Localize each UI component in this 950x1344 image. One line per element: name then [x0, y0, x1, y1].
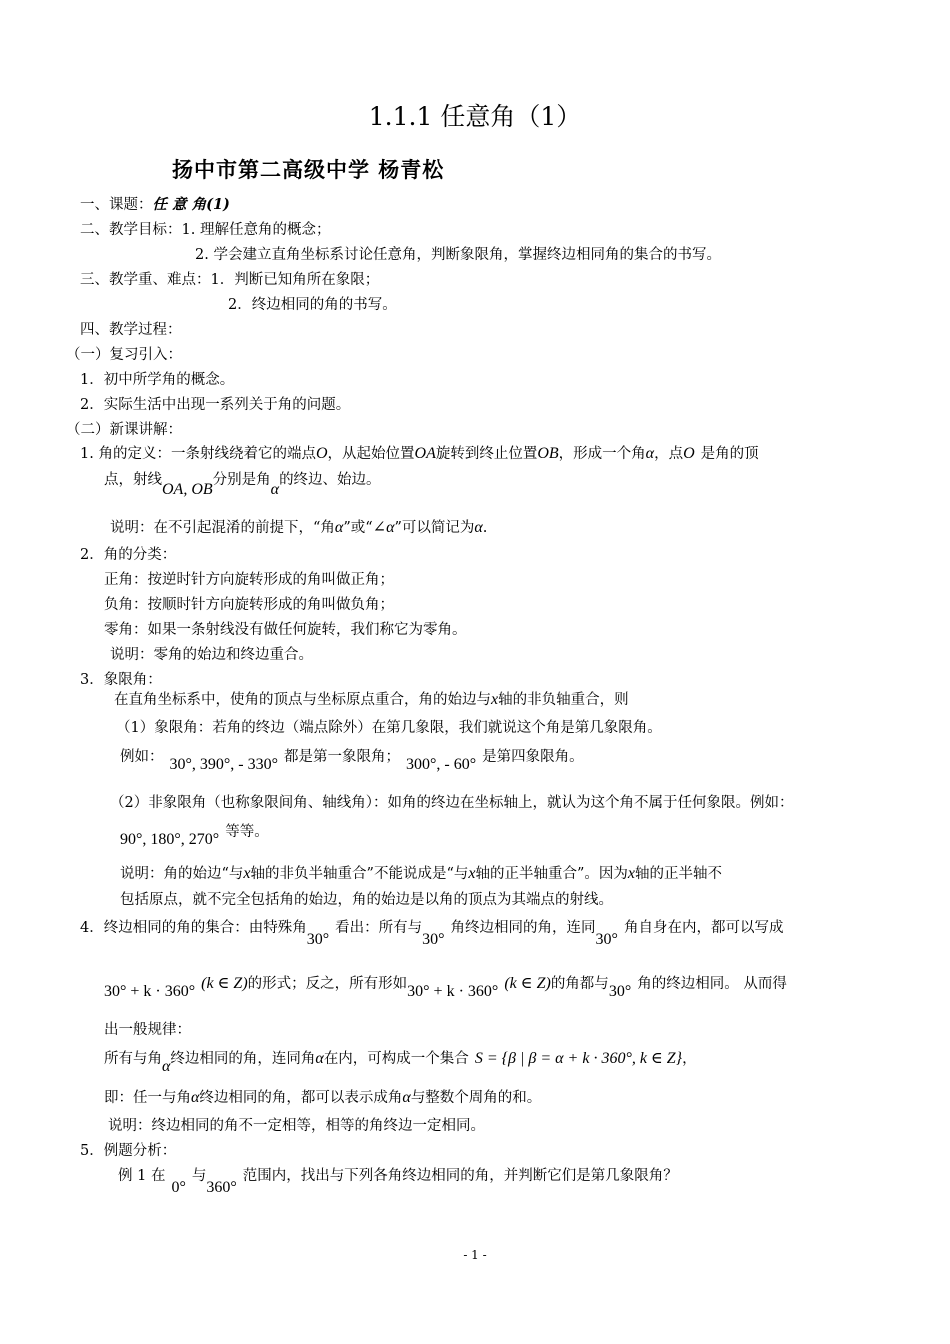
quadrant-eg-label: 例如：: [120, 749, 164, 765]
def-text-a: 1. 角的定义：一条射线绕着它的端点: [80, 446, 316, 462]
coterminal-expr-2: 30° + k · 360°: [407, 983, 499, 1000]
coterminal-text-d: 角自身在内，都可以写成: [623, 920, 784, 936]
def-ray-OB: OB: [537, 445, 559, 462]
coterminal-text-a: 4．终边相同的角的集合：由特殊角: [80, 920, 307, 936]
classify-zero: 零角：如果一条射线没有做任何旋转，我们称它为零角。: [104, 622, 467, 638]
def-text-h: 分别是角: [212, 472, 271, 488]
quadrant-note-b: 轴的非负半轴重合”不能说成是“与: [250, 866, 469, 882]
topic-line: [80, 195, 230, 215]
coterminal-text-e: 的形式；反之，所有形如: [247, 976, 408, 992]
coterminal-text-o: 与整数个周角的和。: [410, 1090, 542, 1106]
note1-text-a: 说明：在不引起混淆的前提下，“角: [110, 520, 335, 536]
coterminal-line-3: 出一般规律：: [104, 1022, 191, 1038]
coterminal-line-5: [104, 1088, 541, 1108]
coterminal-text-i: 所有与角: [104, 1051, 162, 1067]
review-item-2: 2．实际生活中出现一系列关于角的问题。: [80, 397, 351, 413]
coterminal-line-4: [104, 1049, 697, 1075]
coterminal-30-a: 30°: [306, 931, 330, 948]
classify-negative: 负角：按顺时针方向旋转形成的角叫做负角；: [104, 597, 394, 613]
review-item-1: 1．初中所学角的概念。: [80, 372, 235, 388]
def-text-f: 是角的顶: [700, 446, 759, 462]
note1-text-d: .: [482, 520, 488, 536]
def-ray-OA: OA: [414, 445, 436, 462]
def-alpha: α: [645, 445, 655, 462]
coterminal-expr-1: 30° + k · 360°: [104, 983, 196, 1000]
def-text-d: ，形成一个角: [558, 446, 646, 462]
objective-2: 2. 学会建立直角坐标系讨论任意角，判断象限角，掌握终边相同角的集合的书写。: [195, 247, 721, 263]
quadrant-x: x: [491, 691, 499, 708]
process-label: 四、教学过程：: [80, 322, 182, 338]
note1-alpha-2: α: [474, 519, 483, 536]
objectives-line: [80, 220, 330, 240]
classify-label: 2．角的分类：: [80, 547, 177, 563]
topic-label: 一、课题：: [80, 197, 153, 213]
quadrant-note-line-1: [120, 864, 722, 884]
coterminal-text-j: 终边相同的角，连同角: [170, 1051, 316, 1067]
quadrant-eg-text2: 是第四象限角。: [482, 749, 584, 765]
coterminal-text-b: 看出：所有与: [335, 920, 423, 936]
coterminal-30-b: 30°: [422, 931, 445, 948]
coterminal-alpha-1: α: [162, 1058, 171, 1075]
quadrant-note-c: 轴的正半轴重合”。因为: [475, 866, 628, 882]
note-1: [110, 518, 487, 538]
objective-1: 1. 理解任意角的概念；: [181, 222, 331, 238]
definition-line-2: [104, 470, 381, 498]
coterminal-kz-1: (k ∈ Z): [201, 975, 248, 992]
example1-text-b: 与: [191, 1168, 207, 1184]
quadrant-eg-text1: 都是第一象限角；: [284, 749, 401, 765]
quadrant-q1: （1）象限角：若角的终边（端点除外）在第几象限，我们就说这个角是第几象限角。: [116, 720, 662, 736]
note1-alpha: α: [334, 519, 344, 536]
coterminal-alpha-2: α: [315, 1050, 324, 1067]
quadrant-example-2: [120, 822, 269, 848]
quadrant-note-x3: x: [627, 865, 635, 882]
quadrant-note-line-2: 包括原点，就不完全包括角的始边，角的始边是以角的顶点为其端点的射线。: [120, 892, 613, 908]
quadrant-intro: [114, 690, 629, 710]
example1-text-a: 例 1 在: [118, 1168, 166, 1184]
quadrant-eg-math2: 300°, - 60°: [406, 756, 477, 773]
keypoint-2: 2．终边相同的角的书写。: [228, 297, 397, 313]
quadrant-note-x2: x: [468, 865, 476, 882]
def-text-c: 旋转到终止位置: [435, 446, 538, 462]
classify-note: 说明：零角的始边和终边重合。: [110, 647, 313, 663]
coterminal-text-m: 即：任一与角: [104, 1090, 191, 1106]
coterminal-30-d: 30°: [608, 983, 632, 1000]
quadrant-eg2-math: 90°, 180°, 270°: [120, 831, 220, 848]
keypoint-1: 1．判断已知角所在象限；: [210, 272, 380, 288]
coterminal-alpha-4: α: [402, 1089, 411, 1106]
definition-line-1: [80, 444, 759, 464]
coterminal-line-2: [104, 974, 787, 1000]
classify-positive: 正角：按逆时针方向旋转形成的角叫做正角；: [104, 572, 394, 588]
note1-angle: ∠α: [372, 519, 395, 536]
page-number: - 1 -: [463, 1248, 487, 1262]
coterminal-text-l: ，: [682, 1051, 697, 1067]
quadrant-example: [120, 747, 584, 773]
def-text-e: ，点: [654, 446, 684, 462]
coterminal-kz-2: (k ∈ Z): [504, 975, 551, 992]
coterminal-text-n: 终边相同的角，都可以表示成角: [199, 1090, 403, 1106]
coterminal-text-k: 在内，可构成一个集合: [323, 1051, 469, 1067]
coterminal-30-c: 30°: [595, 931, 618, 948]
quadrant-q2: （2）非象限角（也称象限间角、轴线角）：如角的终边在坐标轴上，就认为这个角不属于任何象限。例如：: [110, 795, 794, 811]
quadrant-note-d: 轴的正半轴不: [635, 866, 722, 882]
coterminal-note: 说明：终边相同的角不一定相等，相等的角终边一定相同。: [108, 1118, 485, 1134]
coterminal-text-c: 角终边相同的角，连同: [450, 920, 596, 936]
new-lesson-label: （二）新课讲解：: [66, 422, 182, 438]
keypoints-line: [80, 270, 379, 290]
page-title: 1.1.1 任意角（1）: [368, 102, 582, 131]
def-text-b: ，从起始位置: [327, 446, 415, 462]
coterminal-text-g: 角的终边相同。 从而得: [637, 976, 787, 992]
keypoints-label: 三、教学重、难点：: [80, 272, 211, 288]
coterminal-alpha-3: α: [191, 1089, 200, 1106]
def-rays: OA, OB: [162, 481, 213, 498]
objectives-label: 二、教学目标：: [80, 222, 182, 238]
def-point-O-2: O: [683, 445, 695, 462]
coterminal-text-f: 的角都与: [550, 976, 609, 992]
note1-text-b: ”或“: [343, 520, 373, 536]
example1-text-c: 范围内，找出与下列各角终边相同的角，并判断它们是第几象限角？: [242, 1168, 678, 1184]
quadrant-label: 3．象限角：: [80, 672, 162, 688]
def-text-g: 点，射线: [104, 472, 162, 488]
review-label: （一）复习引入：: [66, 347, 182, 363]
quadrant-eg-math1: 30°, 390°, - 330°: [169, 756, 279, 773]
quadrant-intro-a: 在直角坐标系中，使角的顶点与坐标原点重合，角的始边与: [114, 692, 491, 708]
coterminal-set: S = {β | β = α + k · 360°, k ∈ Z}: [474, 1050, 683, 1067]
example1-360: 360°: [206, 1179, 237, 1196]
def-text-i: 的终边、始边。: [279, 472, 381, 488]
note1-text-c: ”可以简记为: [394, 520, 475, 536]
example-1: [118, 1166, 678, 1196]
quadrant-intro-b: 轴的非负轴重合，则: [498, 692, 629, 708]
topic-value: 任 意 角(1): [152, 196, 230, 213]
author-line: 扬中市第二高级中学 杨青松: [172, 158, 445, 182]
examples-label: 5．例题分析：: [80, 1143, 177, 1159]
def-alpha-2: α: [270, 481, 280, 498]
quadrant-eg2-text: 等等。: [225, 824, 269, 840]
quadrant-note-a: 说明：角的始边“与: [120, 866, 244, 882]
coterminal-line-1: [80, 918, 784, 948]
example1-zero: 0°: [171, 1179, 186, 1196]
quadrant-note-x1: x: [243, 865, 251, 882]
def-point-O: O: [315, 445, 328, 462]
